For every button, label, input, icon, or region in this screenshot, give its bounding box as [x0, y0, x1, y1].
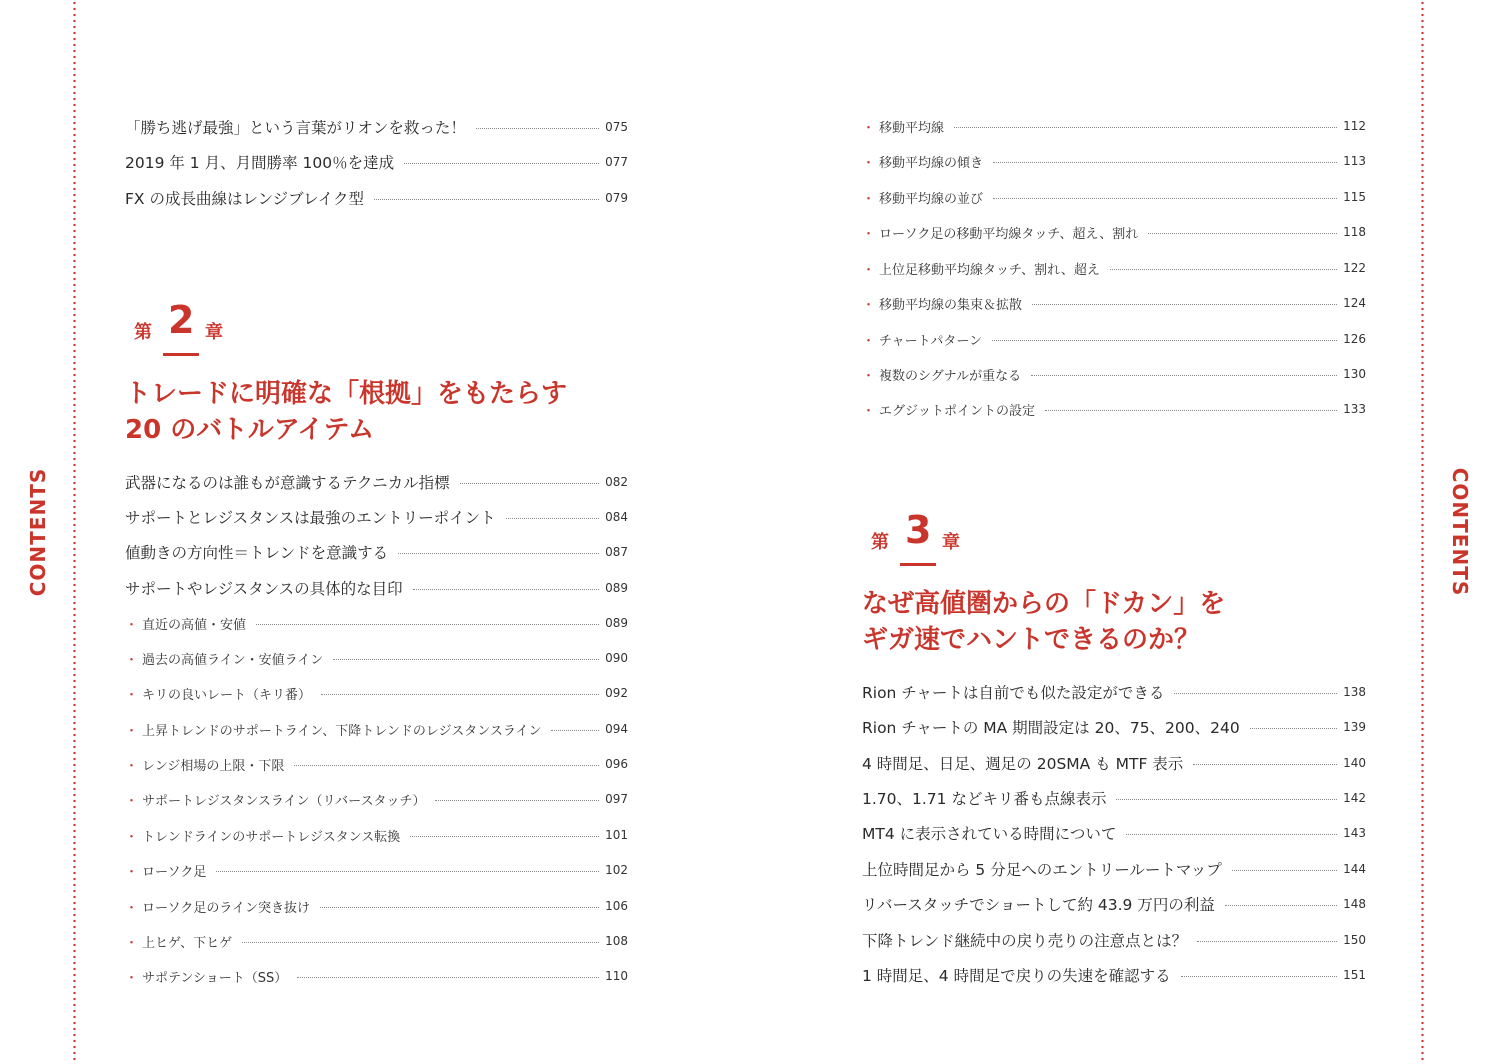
entry-title: 上位足移動平均線タッチ、割れ、超え: [879, 262, 1100, 278]
entry-title: リバースタッチでショートして約 43.9 万円の利益: [862, 896, 1215, 914]
leader-dots: [460, 483, 600, 484]
toc-entry[interactable]: [125, 188, 628, 208]
left-dotted-border: [73, 0, 76, 1064]
entry-page: 138: [1343, 685, 1366, 699]
entry-page: 101: [605, 828, 628, 842]
chapter-title-line2: ギガ速でハントできるのか？: [862, 625, 1201, 655]
entry-page: 148: [1343, 897, 1366, 911]
entry-page: 079: [605, 191, 628, 205]
bullet-dot: ・: [862, 297, 876, 313]
bullet-dot: ・: [862, 226, 876, 242]
toc-entry[interactable]: [862, 823, 1366, 843]
toc-entry[interactable]: [862, 717, 1366, 737]
toc-entry[interactable]: [862, 859, 1366, 879]
leader-dots: [1232, 870, 1337, 871]
leader-dots: [297, 977, 599, 978]
bullet-dot: ・: [125, 652, 139, 668]
chapter-prefix: 第: [134, 322, 152, 343]
bullet-dot: ・: [125, 617, 139, 633]
toc-sub-entry[interactable]: [125, 896, 628, 916]
chapter-title-line1: トレードに明確な「根拠」をもたらす: [125, 379, 568, 409]
toc-entry[interactable]: [862, 965, 1366, 985]
entry-title: 1 時間足、4 時間足で戻りの失速を確認する: [862, 967, 1171, 985]
toc-sub-entry[interactable]: [862, 293, 1366, 313]
bullet-dot: ・: [862, 155, 876, 171]
entry-title: 2019 年 1 月、月間勝率 100％を達成: [125, 154, 395, 172]
left-page-toc: [125, 0, 628, 1064]
toc-entry[interactable]: [125, 152, 628, 172]
entry-page: 139: [1343, 720, 1366, 734]
chapter-underline: [163, 353, 199, 356]
entry-page: 082: [605, 475, 628, 489]
entry-title: ローソク足: [142, 864, 207, 880]
leader-dots: [506, 518, 599, 519]
leader-dots: [992, 340, 1337, 341]
toc-entry[interactable]: [862, 753, 1366, 773]
toc-sub-entry[interactable]: [125, 719, 628, 739]
toc-entry[interactable]: [862, 930, 1366, 950]
entry-page: 106: [605, 899, 628, 913]
toc-entry[interactable]: [125, 542, 628, 562]
entry-title: Rion チャートの MA 期間設定は 20、75、200、240: [862, 719, 1240, 737]
leader-dots: [476, 128, 599, 129]
entry-page: 133: [1343, 402, 1366, 416]
toc-entry[interactable]: [862, 894, 1366, 914]
chapter-title: [862, 586, 1382, 658]
entry-page: 110: [605, 969, 628, 983]
leader-dots: [993, 198, 1337, 199]
entry-title: キリの良いレート（キリ番）: [142, 687, 312, 703]
toc-sub-entry[interactable]: [862, 222, 1366, 242]
entry-title: FX の成長曲線はレンジブレイク型: [125, 190, 364, 208]
entry-title: 「勝ち逃げ最強」という言葉がリオンを救った！: [125, 119, 466, 137]
entry-title: 武器になるのは誰もが意識するテクニカル指標: [125, 474, 450, 492]
leader-dots: [333, 659, 599, 660]
leader-dots: [551, 730, 599, 731]
leader-dots: [1197, 941, 1337, 942]
leader-dots: [374, 199, 599, 200]
entry-title: MT4 に表示されている時間について: [862, 825, 1117, 843]
entry-page: 092: [605, 686, 628, 700]
entry-page: 118: [1343, 225, 1366, 239]
toc-sub-entry[interactable]: [862, 116, 1366, 136]
entry-page: 089: [605, 581, 628, 595]
entry-title: 移動平均線の傾き: [879, 155, 984, 171]
entry-title: 上位時間足から 5 分足へのエントリールートマップ: [862, 861, 1222, 879]
entry-page: 108: [605, 934, 628, 948]
entry-title: エグジットポイントの設定: [879, 403, 1036, 419]
contents-side-label-right: CONTENTS: [1448, 467, 1472, 597]
entry-title: レンジ相場の上限・下限: [142, 758, 285, 774]
entry-title: Rion チャートは自前でも似た設定ができる: [862, 684, 1165, 702]
leader-dots: [1181, 976, 1338, 977]
leader-dots: [242, 942, 599, 943]
leader-dots: [435, 800, 599, 801]
entry-title: 4 時間足、日足、週足の 20SMA も MTF 表示: [862, 755, 1184, 773]
entry-title: サポテンショート（SS）: [142, 970, 288, 986]
contents-side-label-left: CONTENTS: [26, 467, 50, 597]
entry-page: 124: [1343, 296, 1366, 310]
bullet-dot: ・: [125, 864, 139, 880]
entry-page: 090: [605, 651, 628, 665]
entry-page: 097: [605, 792, 628, 806]
leader-dots: [1193, 764, 1337, 765]
entry-title: 移動平均線: [879, 120, 945, 136]
toc-sub-entry[interactable]: [125, 931, 628, 951]
leader-dots: [1174, 693, 1337, 694]
toc-entry[interactable]: [862, 788, 1366, 808]
entry-page: 143: [1343, 826, 1366, 840]
entry-title: 複数のシグナルが重なる: [879, 368, 1022, 384]
toc-sub-entry[interactable]: [862, 329, 1366, 349]
leader-dots: [1250, 728, 1337, 729]
toc-sub-entry[interactable]: [862, 364, 1366, 384]
toc-entry[interactable]: [125, 507, 628, 527]
entry-page: 087: [605, 545, 628, 559]
entry-page: 144: [1343, 862, 1366, 876]
leader-dots: [1116, 799, 1337, 800]
entry-title: 移動平均線の並び: [879, 191, 984, 207]
toc-sub-entry[interactable]: [125, 966, 628, 986]
toc-entry[interactable]: [862, 682, 1366, 702]
toc-entry[interactable]: [125, 578, 628, 598]
bullet-dot: ・: [125, 900, 139, 916]
entry-page: 140: [1343, 756, 1366, 770]
bullet-dot: ・: [862, 333, 876, 349]
toc-sub-entry[interactable]: [125, 789, 628, 809]
entry-page: 130: [1343, 367, 1366, 381]
bullet-dot: ・: [862, 262, 876, 278]
bullet-dot: ・: [125, 793, 139, 809]
toc-sub-entry[interactable]: [862, 399, 1366, 419]
entry-title: 移動平均線の集束＆拡散: [879, 297, 1023, 313]
bullet-dot: ・: [125, 687, 139, 703]
leader-dots: [954, 127, 1337, 128]
toc-sub-entry[interactable]: [125, 683, 628, 703]
entry-page: 113: [1343, 154, 1366, 168]
bullet-dot: ・: [862, 368, 876, 384]
entry-title: 直近の高値・安値: [142, 617, 247, 633]
leader-dots: [1148, 233, 1337, 234]
entry-title: サポートとレジスタンスは最強のエントリーポイント: [125, 509, 496, 527]
toc-sub-entry[interactable]: [125, 825, 628, 845]
leader-dots: [413, 589, 599, 590]
leader-dots: [404, 163, 599, 164]
chapter-underline: [900, 563, 936, 566]
leader-dots: [320, 907, 599, 908]
toc-sub-entry[interactable]: [862, 258, 1366, 278]
entry-title: トレンドラインのサポートレジスタンス転換: [142, 829, 401, 845]
leader-dots: [1126, 834, 1337, 835]
entry-title: サポートやレジスタンスの具体的な目印: [125, 580, 403, 598]
chapter-title-line1: なぜ高値圏からの「ドカン」を: [862, 589, 1226, 619]
entry-page: 075: [605, 120, 628, 134]
bullet-dot: ・: [125, 723, 139, 739]
chapter-suffix: 章: [942, 532, 960, 553]
entry-title: ローソク足の移動平均線タッチ、超え、割れ: [879, 226, 1139, 242]
toc-sub-entry[interactable]: [862, 187, 1366, 207]
bullet-dot: ・: [125, 935, 139, 951]
entry-title: 上ヒゲ、下ヒゲ: [142, 935, 233, 951]
entry-page: 077: [605, 155, 628, 169]
right-page-toc: [862, 0, 1366, 1064]
leader-dots: [256, 624, 599, 625]
entry-title: 過去の高値ライン・安値ライン: [142, 652, 324, 668]
entry-title: 上昇トレンドのサポートライン、下降トレンドのレジスタンスライン: [142, 723, 542, 739]
chapter-suffix: 章: [205, 322, 223, 343]
leader-dots: [294, 765, 599, 766]
chapter-prefix: 第: [871, 532, 889, 553]
entry-page: 096: [605, 757, 628, 771]
entry-page: 142: [1343, 791, 1366, 805]
toc-sub-entry[interactable]: [125, 648, 628, 668]
leader-dots: [1225, 905, 1337, 906]
bullet-dot: ・: [125, 970, 139, 986]
chapter-title-line2: 20 のバトルアイテム: [125, 415, 375, 445]
toc-entry[interactable]: [125, 472, 628, 492]
entry-page: 151: [1343, 968, 1366, 982]
toc-sub-entry[interactable]: [125, 613, 628, 633]
leader-dots: [398, 553, 599, 554]
bullet-dot: ・: [125, 758, 139, 774]
leader-dots: [993, 162, 1337, 163]
entry-page: 094: [605, 722, 628, 736]
entry-title: 1.70、1.71 などキリ番も点線表示: [862, 790, 1107, 808]
entry-page: 084: [605, 510, 628, 524]
leader-dots: [1032, 304, 1337, 305]
leader-dots: [1110, 269, 1337, 270]
leader-dots: [1031, 375, 1337, 376]
entry-page: 126: [1343, 332, 1366, 346]
bullet-dot: ・: [125, 829, 139, 845]
entry-title: 下降トレンド継続中の戻り売りの注意点とは？: [862, 932, 1188, 950]
leader-dots: [321, 694, 599, 695]
bullet-dot: ・: [862, 120, 876, 136]
entry-page: 115: [1343, 190, 1366, 204]
leader-dots: [410, 836, 599, 837]
chapter-number: 2: [168, 298, 195, 342]
entry-page: 102: [605, 863, 628, 877]
entry-page: 112: [1343, 119, 1366, 133]
chapter-number: 3: [905, 508, 932, 552]
right-dotted-border: [1421, 0, 1424, 1064]
bullet-dot: ・: [862, 403, 876, 419]
entry-title: 値動きの方向性＝トレンドを意識する: [125, 544, 389, 562]
entry-title: チャートパターン: [879, 333, 983, 349]
toc-sub-entry[interactable]: [125, 860, 628, 880]
entry-title: サポートレジスタンスライン（リバースタッチ）: [142, 793, 426, 809]
bullet-dot: ・: [862, 191, 876, 207]
entry-title: ローソク足のライン突き抜け: [142, 900, 310, 916]
entry-page: 150: [1343, 933, 1366, 947]
toc-entry[interactable]: [125, 117, 628, 137]
entry-page: 089: [605, 616, 628, 630]
chapter-title: [125, 376, 645, 448]
leader-dots: [216, 871, 599, 872]
toc-sub-entry[interactable]: [125, 754, 628, 774]
entry-page: 122: [1343, 261, 1366, 275]
leader-dots: [1045, 410, 1337, 411]
toc-sub-entry[interactable]: [862, 151, 1366, 171]
